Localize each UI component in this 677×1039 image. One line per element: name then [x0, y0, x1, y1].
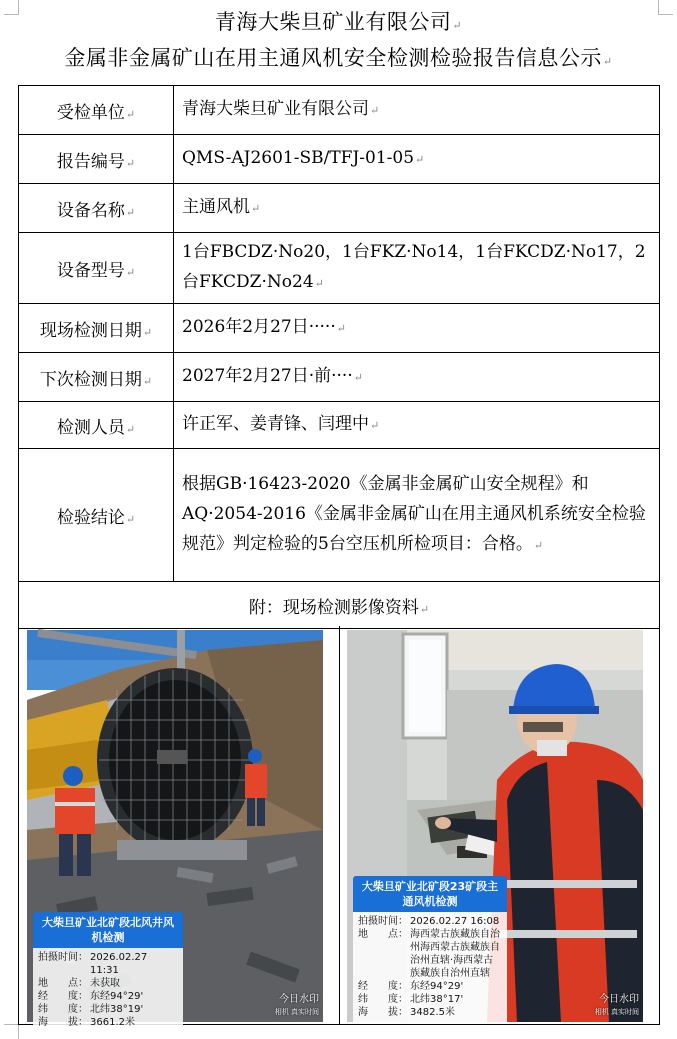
row-value: 2026年2月27日·····↵ [174, 304, 660, 353]
watermark-logo: 今日水印 相机 真实时间 [594, 994, 639, 1016]
watermark-panel [33, 912, 183, 1032]
table-row [19, 449, 660, 582]
row-value: 根据GB·16423-2020《金属非金属矿山安全规程》和AQ·2054-2016《金属非金属矿山在用主通风机系统安全检验规范》判定检验的5台空压机所检项目：合格。↵ [174, 449, 660, 582]
table-row [19, 582, 660, 629]
row-label: 现场检测日期↵ [19, 304, 174, 353]
row-value: 主通风机↵ [174, 184, 660, 233]
report-title: 金属非金属矿山在用主通风机安全检测检验报告信息公示↵ [64, 46, 613, 70]
row-label: 设备名称↵ [19, 184, 174, 233]
row-value: 许正军、姜青锋、闫理中↵ [174, 402, 660, 449]
row-label: 下次检测日期↵ [19, 353, 174, 402]
row-value: 2027年2月27日·前····↵ [174, 353, 660, 402]
watermark-details: 拍摄时间： 2026.02.27 16:08 地 点： 海西蒙古族藏族自治州海西蒙古族藏族自治州直辖·海西蒙古族藏族自治州直辖 经 度： 东经94°29' 纬 度： 北纬38°17' 海 拔： 3482.5米 [353, 912, 507, 1022]
company-title: 青海大柴旦矿业有限公司↵ [214, 10, 463, 34]
row-label: 报告编号↵ [19, 135, 174, 184]
watermark-logo: 今日水印 相机 真实时间 [274, 994, 319, 1016]
row-value: 青海大柴旦矿业有限公司↵ [174, 86, 660, 135]
info-table [18, 85, 660, 629]
photo-right [347, 630, 643, 1022]
watermark-details: 拍摄时间： 2026.02.27 11:31 地 点： 未获取 经 度： 东经94°29' 纬 度： 北纬38°19' 海 拔： 3661.2米 [33, 948, 183, 1032]
table-row [19, 135, 660, 184]
row-label: 受检单位↵ [19, 86, 174, 135]
row-label: 检测人员↵ [19, 402, 174, 449]
table-row [19, 402, 660, 449]
table-row [19, 233, 660, 304]
photo-section [18, 626, 660, 1028]
table-row [19, 353, 660, 402]
table-row [19, 184, 660, 233]
table-row [19, 86, 660, 135]
document-header [0, 6, 677, 78]
table-row [19, 304, 660, 353]
attachment-title: 附：现场检测影像资料↵ [19, 582, 660, 629]
row-label: 检验结论↵ [19, 449, 174, 582]
row-value: QMS-AJ2601-SB/TFJ-01-05↵ [174, 135, 660, 184]
row-value: 1台FBCDZ·No20，1台FKZ·No14，1台FKCDZ·No17，2台FKCDZ·No24↵ [174, 233, 660, 304]
photo-divider [339, 626, 340, 1024]
page-corner-mark [4, 1024, 19, 1039]
watermark-title: 大柴旦矿业北矿段23矿段主通风机检测 [353, 876, 507, 912]
watermark-title: 大柴旦矿业北矿段北风井风机检测 [33, 912, 183, 948]
watermark-panel [353, 876, 507, 1022]
row-label: 设备型号↵ [19, 233, 174, 304]
photo-left [27, 630, 323, 1028]
